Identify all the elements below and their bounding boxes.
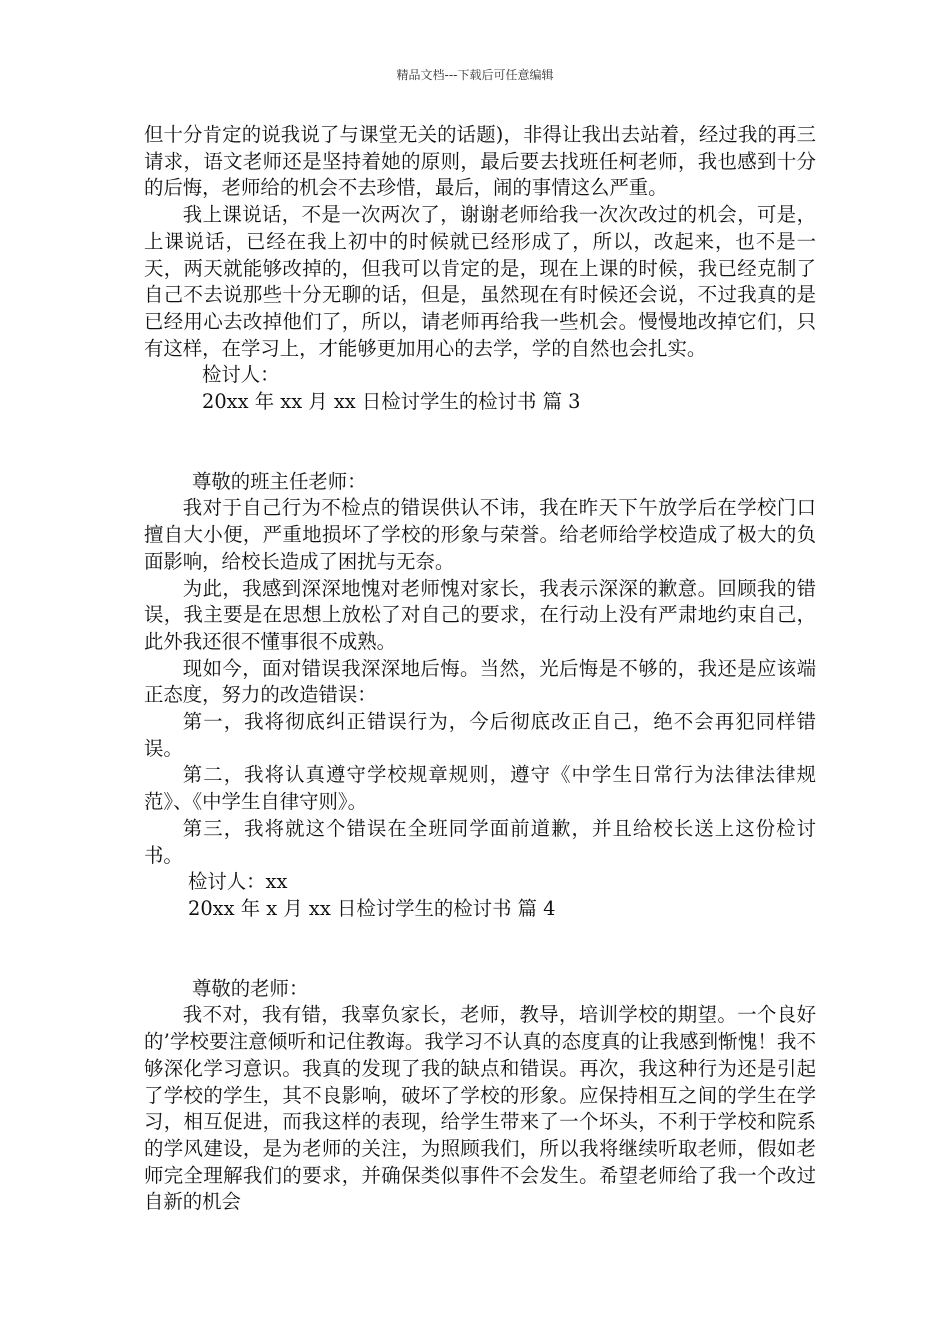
salutation: 尊敬的老师： [192,976,309,1000]
paragraph: 为此，我感到深深地愧对老师愧对家长，我表示深深的歉意。回顾我的错误，我主要是在思想上放松了对自己的要求，在行动上没有严肃地约束自己，此外我还很不懂事很不成熟。 [144,576,816,653]
paragraph: 现如今，面对错误我深深地后悔。当然，光后悔是不够的，我还是应该端正态度，努力的改造错误： [144,656,816,707]
signer-line: 检讨人： [202,363,280,387]
paragraph: 我上课说话，不是一次两次了，谢谢老师给我一次次改过的机会，可是，上课说话，已经在我上初中的时候就已经形成了，所以，改起来，也不是一天，两天就能够改掉的，但我可以肯定的是，现在上课的时候，我已经克制了自己不去说那些十分无聊的话，但是，虽然现在有时候还会说，不过我真的是已经用心去改掉他们了，所以，请老师再给我一些机会。慢慢地改掉它们，只有这样，在学习上，才能够更加用心的去学，学的自然也会扎实。 [144,203,816,360]
document-body [144,122,816,1216]
next-title: 20xx 年 xx 月 xx 日检讨学生的检讨书 篇 3 [202,390,581,414]
paragraph: 我对于自己行为不检点的错误供认不讳，我在昨天下午放学后在学校门口擅自大小便，严重地损坏了学校的形象与荣誉。给老师给学校造成了极大的负面影响，给校长造成了困扰与无奈。 [144,496,816,573]
paragraph: 我不对，我有错，我辜负家长，老师，教导，培训学校的期望。一个良好的’学校要注意倾听和记住教诲。我学习不认真的态度真的让我感到惭愧！我不够深化学习意识。我真的发现了我的缺点和错误。再次，我这种行为还是引起了学校的学生，其不良影响，破坏了学校的形象。应保持相互之间的学生在学习，相互促进，而我这样的表现，给学生带来了一个坏头，不利于学校和院系的学风建设，是为老师的关注，为照顾我们，所以我将继续听取老师，假如老师完全理解我们的要求，并确保类似事件不会发生。希望老师给了我一个改过自新的机会 [144,1003,816,1214]
signer-line: 检讨人：xx [188,870,288,894]
next-title: 20xx 年 x 月 xx 日检讨学生的检讨书 篇 4 [188,896,556,920]
salutation: 尊敬的班主任老师： [192,469,367,493]
paragraph: 第二，我将认真遵守学校规章规则，遵守《中学生日常行为法律法律规范》、《中学生自律守则》。 [144,763,816,814]
page-header: 精品文档---下载后可任意编辑 [396,68,554,82]
paragraph: 但十分肯定的说我说了与课堂无关的话题)，非得让我出去站着，经过我的再三请求，语文老师还是坚持着她的原则，最后要去找班任柯老师，我也感到十分的后悔，老师给的机会不去珍惜，最后，闹的事情这么严重。 [144,123,816,200]
paragraph: 第一，我将彻底纠正错误行为，今后彻底改正自己，绝不会再犯同样错误。 [144,710,816,760]
paragraph: 第三，我将就这个错误在全班同学面前道歉，并且给校长送上这份检讨书。 [144,816,816,867]
